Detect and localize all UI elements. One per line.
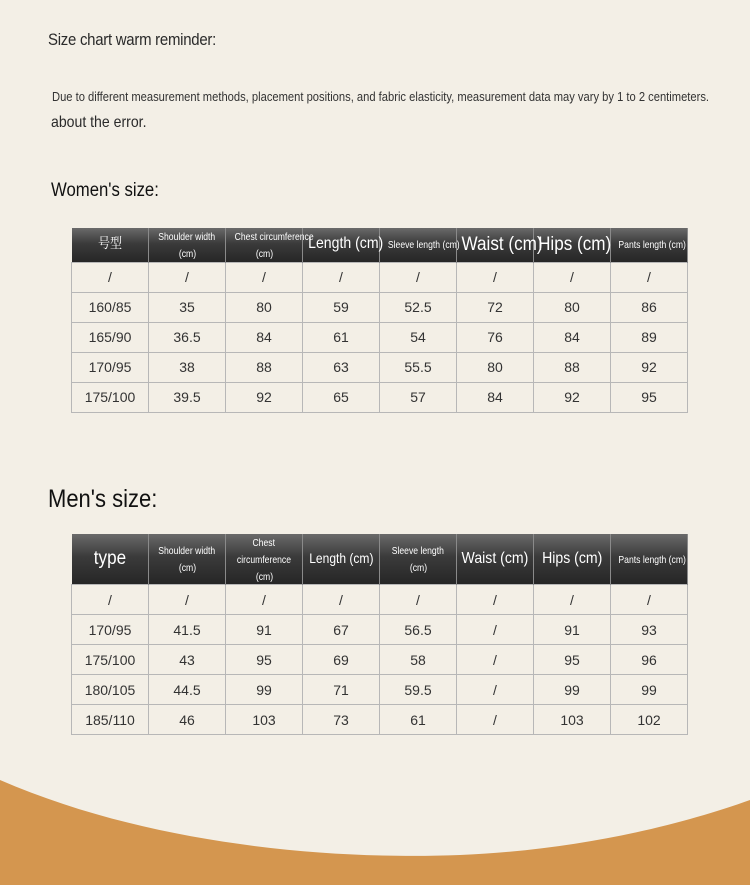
- table-cell: 92: [611, 352, 688, 382]
- table-cell: 170/95: [72, 615, 149, 645]
- men-header-pants: Pants length (cm): [611, 534, 688, 585]
- women-size-table: [71, 228, 688, 413]
- table-cell: 86: [611, 292, 688, 322]
- table-cell: /: [303, 262, 380, 292]
- table-cell: /: [457, 675, 534, 705]
- table-cell: 99: [611, 675, 688, 705]
- men-header-type: type: [72, 534, 149, 585]
- reminder-title: Size chart warm reminder:: [48, 30, 216, 49]
- table-cell: /: [380, 585, 457, 615]
- men-size-table: [71, 534, 688, 735]
- table-cell: 35: [149, 292, 226, 322]
- table-cell: /: [380, 262, 457, 292]
- table-cell: /: [611, 262, 688, 292]
- table-cell: 175/100: [72, 382, 149, 412]
- table-cell: 59: [303, 292, 380, 322]
- table-row: [72, 292, 688, 322]
- table-cell: /: [226, 585, 303, 615]
- table-cell: 180/105: [72, 675, 149, 705]
- women-size-heading: Women's size:: [51, 180, 159, 201]
- table-cell: 54: [380, 322, 457, 352]
- table-cell: 165/90: [72, 322, 149, 352]
- table-cell: 175/100: [72, 645, 149, 675]
- table-cell: 61: [380, 705, 457, 735]
- table-cell: /: [457, 585, 534, 615]
- table-cell: 44.5: [149, 675, 226, 705]
- table-cell: /: [72, 585, 149, 615]
- table-cell: 76: [457, 322, 534, 352]
- table-cell: 95: [534, 645, 611, 675]
- women-header-shoulder: Shoulder width (cm): [149, 228, 226, 262]
- table-row: [72, 705, 688, 735]
- women-header-sleeve: Sleeve length (cm): [380, 228, 457, 262]
- table-cell: 88: [534, 352, 611, 382]
- table-cell: /: [457, 705, 534, 735]
- table-cell: 80: [534, 292, 611, 322]
- table-cell: 170/95: [72, 352, 149, 382]
- table-cell: 89: [611, 322, 688, 352]
- table-cell: 102: [611, 705, 688, 735]
- women-header-pants: Pants length (cm): [611, 228, 688, 262]
- table-cell: 73: [303, 705, 380, 735]
- table-cell: 103: [534, 705, 611, 735]
- table-row: [72, 675, 688, 705]
- footer-wave: [0, 760, 750, 885]
- table-cell: 61: [303, 322, 380, 352]
- table-cell: 92: [226, 382, 303, 412]
- table-cell: 71: [303, 675, 380, 705]
- table-cell: /: [149, 585, 226, 615]
- table-row: [72, 262, 688, 292]
- men-header-waist: Waist (cm): [457, 534, 534, 585]
- table-cell: /: [611, 585, 688, 615]
- table-cell: 38: [149, 352, 226, 382]
- table-cell: 39.5: [149, 382, 226, 412]
- table-cell: /: [457, 645, 534, 675]
- table-cell: /: [534, 585, 611, 615]
- table-row: [72, 382, 688, 412]
- reminder-note-line2: about the error.: [51, 114, 147, 131]
- table-cell: /: [457, 615, 534, 645]
- women-header-chest: Chest circumference (cm): [226, 228, 303, 262]
- table-cell: /: [303, 585, 380, 615]
- table-cell: 96: [611, 645, 688, 675]
- men-header-shoulder: Shoulder width (cm): [149, 534, 226, 585]
- table-cell: 185/110: [72, 705, 149, 735]
- table-row: [72, 322, 688, 352]
- table-cell: 84: [457, 382, 534, 412]
- women-header-size: 号型: [72, 228, 149, 262]
- table-cell: 57: [380, 382, 457, 412]
- table-cell: 67: [303, 615, 380, 645]
- table-cell: 63: [303, 352, 380, 382]
- table-cell: 52.5: [380, 292, 457, 322]
- men-header-row: [72, 534, 688, 585]
- table-row: [72, 352, 688, 382]
- table-cell: 103: [226, 705, 303, 735]
- table-cell: 55.5: [380, 352, 457, 382]
- men-header-sleeve: Sleeve length (cm): [380, 534, 457, 585]
- table-cell: 80: [457, 352, 534, 382]
- table-cell: /: [72, 262, 149, 292]
- women-header-hips: Hips (cm): [534, 228, 611, 262]
- table-cell: /: [534, 262, 611, 292]
- table-cell: 160/85: [72, 292, 149, 322]
- men-header-chest: Chest circumference (cm): [226, 534, 303, 585]
- table-cell: 80: [226, 292, 303, 322]
- table-cell: 56.5: [380, 615, 457, 645]
- women-header-waist: Waist (cm): [457, 228, 534, 262]
- table-cell: 91: [226, 615, 303, 645]
- table-cell: 43: [149, 645, 226, 675]
- men-size-heading: Men's size:: [48, 485, 158, 513]
- table-cell: 58: [380, 645, 457, 675]
- table-cell: 99: [226, 675, 303, 705]
- table-cell: 84: [226, 322, 303, 352]
- table-cell: 88: [226, 352, 303, 382]
- women-header-length: Length (cm): [303, 228, 380, 262]
- table-cell: 59.5: [380, 675, 457, 705]
- table-cell: 46: [149, 705, 226, 735]
- reminder-note-line1: Due to different measurement methods, placement positions, and fabric elasticity, measurement data may vary by 1 to 2 centimeters.: [52, 89, 710, 104]
- table-cell: 93: [611, 615, 688, 645]
- women-header-row: [72, 228, 688, 262]
- table-cell: /: [457, 262, 534, 292]
- table-row: [72, 645, 688, 675]
- table-cell: 91: [534, 615, 611, 645]
- table-cell: 65: [303, 382, 380, 412]
- table-cell: 95: [611, 382, 688, 412]
- table-cell: 84: [534, 322, 611, 352]
- table-cell: 92: [534, 382, 611, 412]
- table-cell: 36.5: [149, 322, 226, 352]
- table-row: [72, 615, 688, 645]
- table-cell: 41.5: [149, 615, 226, 645]
- table-cell: 72: [457, 292, 534, 322]
- table-cell: /: [226, 262, 303, 292]
- men-header-length: Length (cm): [303, 534, 380, 585]
- men-header-hips: Hips (cm): [534, 534, 611, 585]
- table-cell: 69: [303, 645, 380, 675]
- table-cell: 95: [226, 645, 303, 675]
- table-cell: 99: [534, 675, 611, 705]
- table-cell: /: [149, 262, 226, 292]
- table-row: [72, 585, 688, 615]
